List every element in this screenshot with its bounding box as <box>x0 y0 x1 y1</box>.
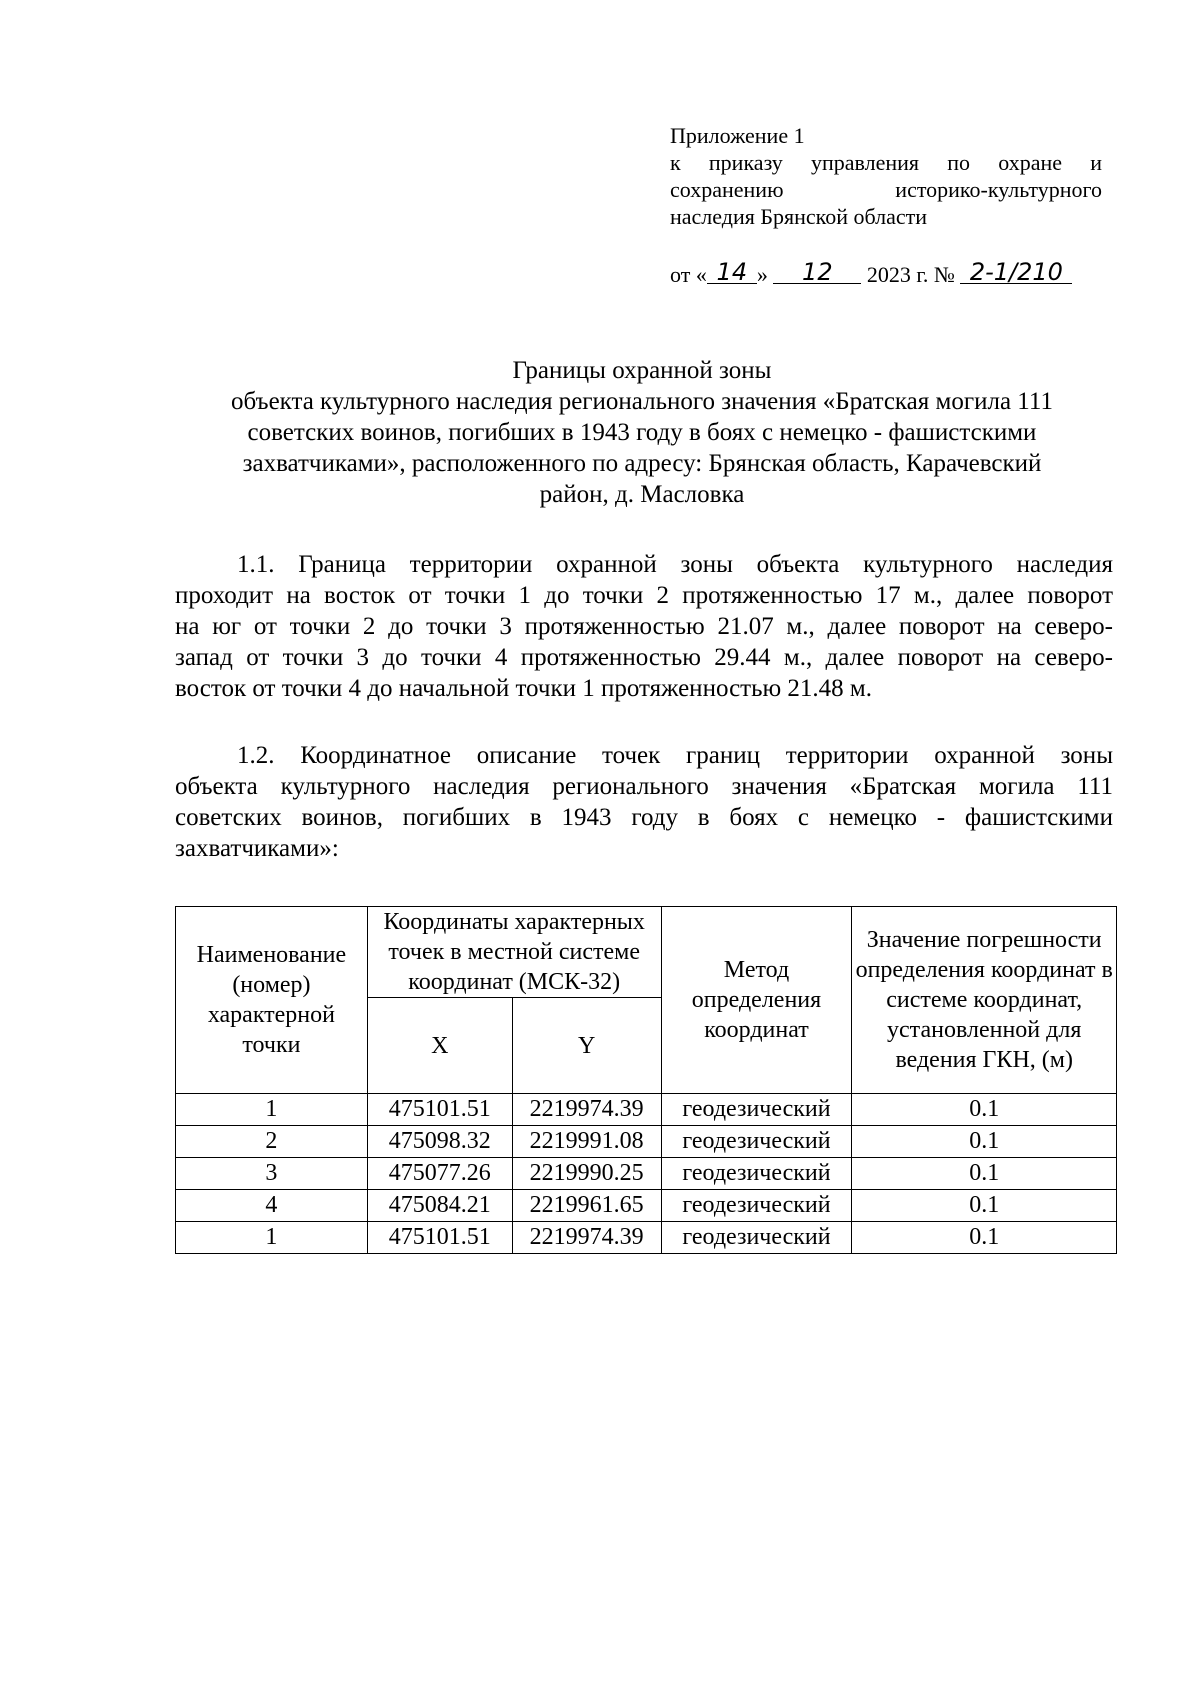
table-row <box>176 1126 1117 1158</box>
cell-y: 2219974.39 <box>512 1094 661 1126</box>
p2-line-4: захватчиками»: <box>175 835 339 862</box>
p1-line-2: проходит на восток от точки 1 до точки 2 протяженностью 17 м., далее поворот <box>175 582 1113 609</box>
title-line-3: советских воинов, погибших в 1943 году в боях с немецко - фашистскими <box>247 419 1037 446</box>
cell-method: геодезический <box>661 1126 852 1158</box>
header-coordinates: Координаты характерных точек в местной системе координат (МСК-32) <box>367 907 661 998</box>
cell-x: 475101.51 <box>367 1094 512 1126</box>
cell-error: 0.1 <box>852 1190 1117 1222</box>
p2-line-3: советских воинов, погибших в 1943 году в боях с немецко - фашистскими <box>175 804 1113 831</box>
cell-method: геодезический <box>661 1094 852 1126</box>
cell-method: геодезический <box>661 1222 852 1254</box>
title-line-4: захватчиками», расположенного по адресу: Брянская область, Карачевский <box>242 450 1042 477</box>
p2-line-2: объекта культурного наследия регионального значения «Братская могила 111 <box>175 773 1113 800</box>
cell-point: 1 <box>176 1222 368 1254</box>
title-line-5: район, д. Масловка <box>539 481 745 508</box>
cell-error: 0.1 <box>852 1158 1117 1190</box>
p1-line-4: запад от точки 3 до точки 4 протяженностью 29.44 м., далее поворот на северо- <box>175 644 1113 671</box>
appendix-line-2: к приказу управления по охране и <box>670 150 1102 175</box>
title-line-1: Границы охранной зоны <box>512 357 772 384</box>
cell-method: геодезический <box>661 1190 852 1222</box>
cell-point: 2 <box>176 1126 368 1158</box>
cell-point: 1 <box>176 1094 368 1126</box>
document-title <box>172 355 1112 510</box>
cell-y: 2219990.25 <box>512 1158 661 1190</box>
appendix-line-4: наследия Брянской области <box>670 204 928 229</box>
cell-x: 475077.26 <box>367 1158 512 1190</box>
title-line-2: объекта культурного наследия регионального значения «Братская могила 111 <box>231 388 1053 415</box>
table-row <box>176 1158 1117 1190</box>
header-error: Значение погрешности определения координат в системе координат, установленной для ведения ГКН, (м) <box>852 907 1117 1094</box>
order-prefix: от « <box>670 262 707 287</box>
paragraph-1-2 <box>175 740 1113 864</box>
table-row <box>176 1190 1117 1222</box>
cell-y: 2219961.65 <box>512 1190 661 1222</box>
paragraph-1-1 <box>175 549 1113 704</box>
order-date-number <box>670 258 1072 288</box>
order-number-handwritten: 2-1/210 <box>960 261 1072 284</box>
header-x: X <box>367 998 512 1094</box>
cell-point: 3 <box>176 1158 368 1190</box>
p2-line-1: 1.2. Координатное описание точек границ территории охранной зоны <box>237 742 1113 769</box>
order-day-handwritten: 14 <box>707 261 757 284</box>
order-mid: » <box>756 262 768 287</box>
p1-line-3: на юг от точки 2 до точки 3 протяженностью 21.07 м., далее поворот на северо- <box>175 613 1113 640</box>
appendix-line-3: сохранению историко-культурного <box>670 177 1102 202</box>
table-row <box>176 1222 1117 1254</box>
p1-line-5: восток от точки 4 до начальной точки 1 протяженностью 21.48 м. <box>175 675 872 702</box>
cell-error: 0.1 <box>852 1126 1117 1158</box>
appendix-header <box>670 122 1102 230</box>
cell-x: 475101.51 <box>367 1222 512 1254</box>
cell-point: 4 <box>176 1190 368 1222</box>
cell-y: 2219974.39 <box>512 1222 661 1254</box>
cell-error: 0.1 <box>852 1094 1117 1126</box>
cell-y: 2219991.08 <box>512 1126 661 1158</box>
cell-x: 475098.32 <box>367 1126 512 1158</box>
header-method: Метод определения координат <box>661 907 852 1094</box>
header-point-name: Наименование (номер) характерной точки <box>176 907 368 1094</box>
coordinates-table <box>175 906 1117 1254</box>
cell-method: геодезический <box>661 1158 852 1190</box>
appendix-label: Приложение 1 <box>670 123 805 148</box>
order-year: 2023 г. № <box>866 262 955 287</box>
cell-error: 0.1 <box>852 1222 1117 1254</box>
table-row <box>176 1094 1117 1126</box>
order-month-handwritten: 12 <box>773 261 861 284</box>
p1-line-1: 1.1. Граница территории охранной зоны объекта культурного наследия <box>237 551 1113 578</box>
cell-x: 475084.21 <box>367 1190 512 1222</box>
header-y: Y <box>512 998 661 1094</box>
